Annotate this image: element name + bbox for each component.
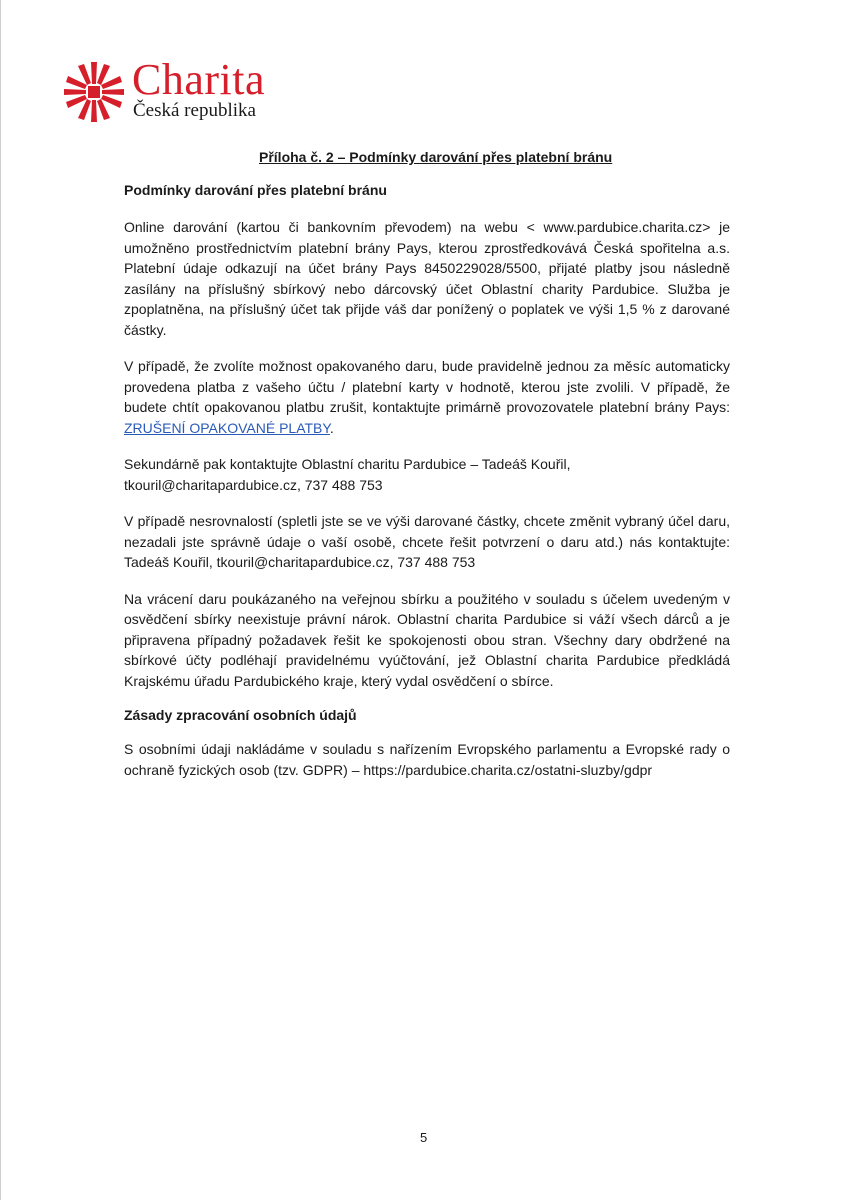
paragraph-recurring-text: V případě, že zvolíte možnost opakovaného daru, bude pravidelně jednou za měsíc automaticky provedena platba z vašeho účtu / platební karty v hodnotě, kterou jste zvolili. V případě, že budete chtít opakovanou platbu zrušit, kontaktujte primárně provozovatele platební brány Pays:: [124, 358, 730, 415]
page-number: 5: [420, 1130, 428, 1145]
paragraph-online-donation: Online darování (kartou či bankovním převodem) na webu < www.pardubice.charita.cz> je umožněno prostřednictvím platební brány Pays, kterou zprostředkovává Česká spořitelna a.s. Platební údaje odkazují na účet brány Pays 8450229028/5500, přijaté platby jsou následně zasílány na příslušný sbírkový nebo dárcovský účet Oblastní charity Pardubice. Služba je zpoplatněna, na příslušný účet tak přijde váš dar ponížený o poplatek ve výši 1,5 % z darované částky.: [124, 219, 730, 338]
logo-title: Charita: [132, 55, 266, 104]
cancel-recurring-payment-link[interactable]: ZRUŠENÍ OPAKOVANÉ PLATBY: [124, 419, 330, 436]
document-body: [124, 180, 730, 780]
section-heading-donation-terms: Podmínky darování přes platební bránu: [124, 182, 387, 198]
page-edge-line: [0, 0, 1, 1200]
charita-cross-icon: [64, 62, 124, 122]
paragraph-recurring-donation: [124, 356, 730, 438]
paragraph-discrepancies: V případě nesrovnalostí (spletli jste se ve výši darované částky, chcete změnit vybraný účel daru, nezadali jste správně údaje o vaší osobě, chcete řešit potvrzení o daru atd.) nás kontaktujte: Tadeáš Kouřil, tkouril@charitapardubice.cz, 737 488 753: [124, 513, 730, 570]
paragraph-recurring-end: .: [329, 419, 334, 436]
section-heading-gdpr: Zásady zpracování osobních údajů: [124, 707, 357, 723]
paragraph-secondary-contact: Sekundárně pak kontaktujte Oblastní charitu Pardubice – Tadeáš Kouřil, tkouril@charitapardubice.cz, 737 488 753: [124, 456, 571, 493]
paragraph-refund: Na vrácení daru poukázaného na veřejnou sbírku a použitého v souladu s účelem uvedeným v osvědčení sbírky neexistuje právní nárok. Oblastní charita Pardubice si váží všech dárců a je připravena případný požadavek řešit ke spokojenosti obou stran. Všechny dary obdržené na sbírkové účty podléhají pravidelnému vyúčtování, jež Oblastní charita Pardubice předkládá Krajskému úřadu Pardubického kraje, který vydal osvědčení o sbírce.: [124, 590, 730, 689]
paragraph-gdpr: S osobními údaji nakládáme v souladu s nařízením Evropského parlamentu a Evropské rady o ochraně fyzických osob (tzv. GDPR) – https://pardubice.charita.cz/ostatni-sluzby/gdpr: [124, 741, 730, 778]
annex-title: Příloha č. 2 – Podmínky darování přes platební bránu: [259, 149, 613, 165]
logo-subtitle: Česká republika: [133, 100, 256, 121]
